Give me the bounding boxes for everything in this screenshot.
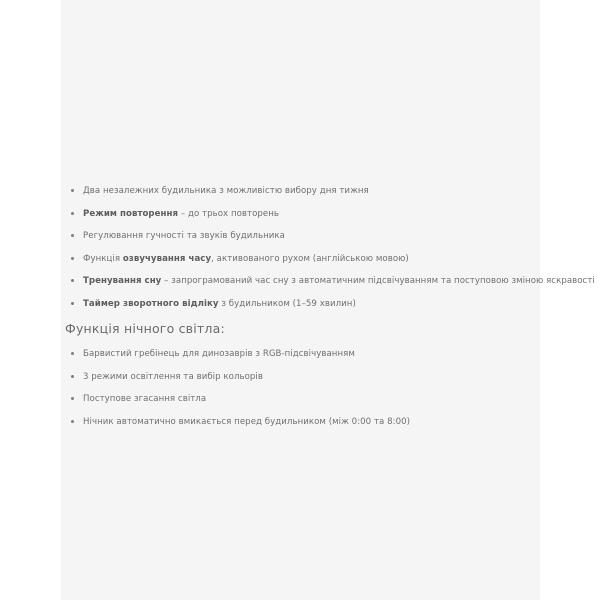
item-text: – запрограмований час сну з автоматичним підсвічуванням та поступовою зміною яскравості (161, 276, 595, 286)
item-bold: Тренування сну (83, 276, 162, 286)
night-light-heading: Функція нічного світла: (65, 321, 225, 336)
list-item (61, 207, 595, 230)
list-item: Поступове згасання світла (61, 392, 410, 415)
list-item (61, 252, 595, 275)
item-bold: Таймер зворотного відліку (83, 298, 219, 309)
item-prefix: Функція (83, 253, 123, 264)
item-text: – до трьох повторень (178, 208, 280, 219)
list-item (61, 274, 595, 297)
item-bold: Режим повторення (83, 208, 179, 219)
list-item: Барвистий гребінець для динозаврів з RGB-підсвічуванням (61, 347, 410, 370)
list-item (61, 297, 595, 320)
features-list (61, 184, 595, 319)
product-description (61, 0, 595, 600)
list-item (61, 229, 595, 252)
item-text: , активованого рухом (англійською мовою) (211, 253, 409, 264)
item-text: Регулювання гучності та звуків будильника (83, 231, 285, 241)
list-item: 3 режими освітлення та вибір кольорів (61, 370, 410, 393)
item-bold: озвучування часу (122, 253, 212, 264)
list-item: Нічник автоматично вмикається перед будильником (між 0:00 та 8:00) (61, 415, 410, 438)
night-light-list (61, 347, 410, 437)
item-text: з будильником (1–59 хвилин) (218, 298, 356, 309)
item-text: Два незалежних будильника з можливістю вибору дня тижня (83, 186, 369, 196)
list-item (61, 184, 595, 207)
